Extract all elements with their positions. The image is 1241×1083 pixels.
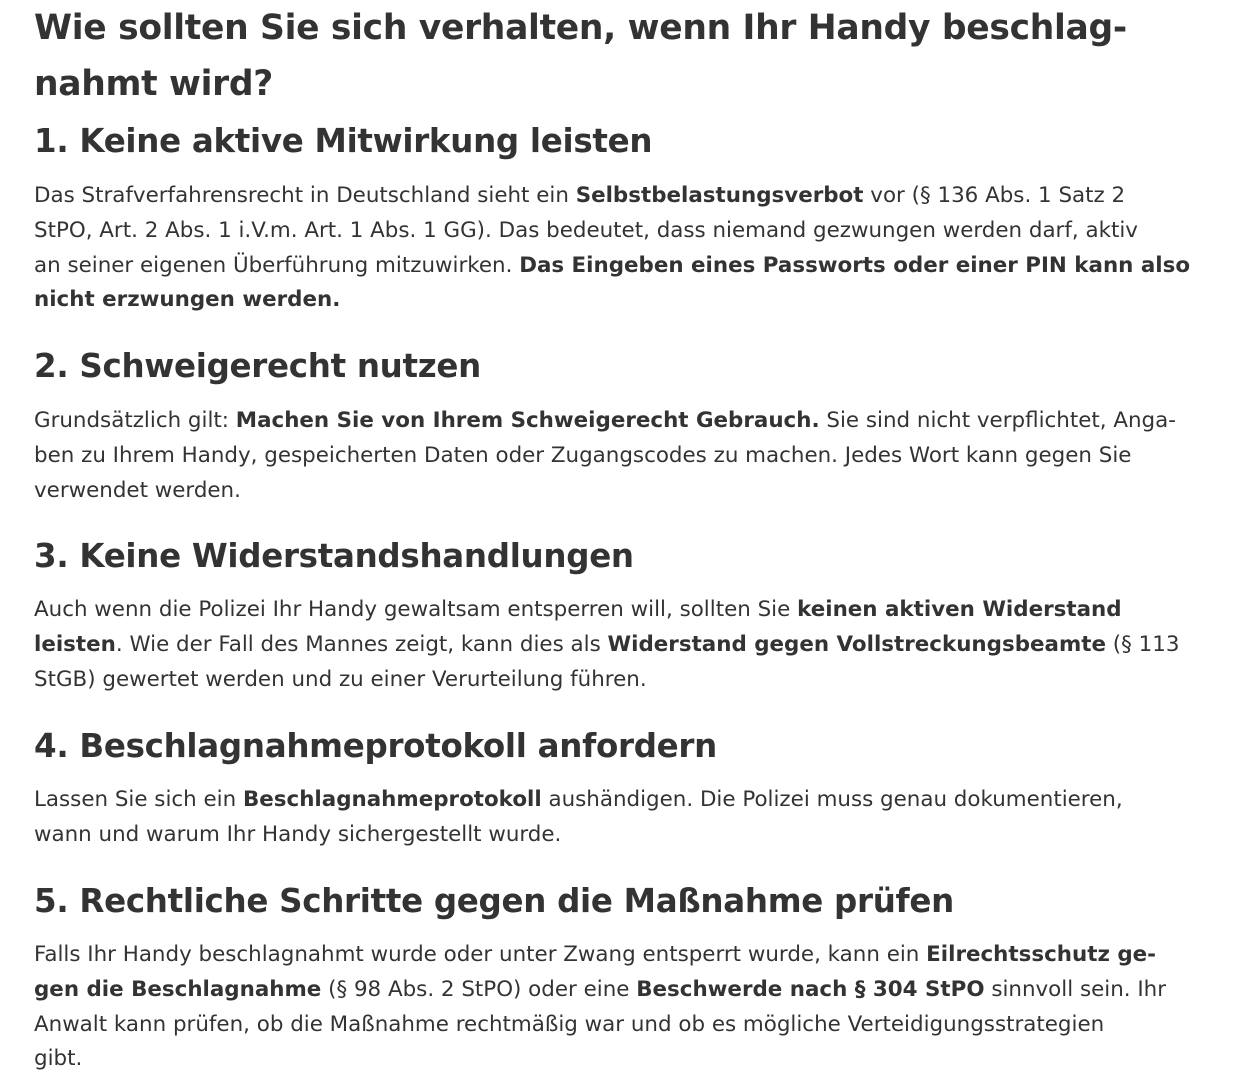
section-heading: 5. Rechtliche Schritte gegen die Maßnahme prüfen [34, 882, 954, 920]
section-heading: 3. Keine Widerstandshandlungen [34, 537, 634, 575]
section-heading: 2. Schweigerecht nutzen [34, 347, 481, 385]
text: StGB) gewertet werden und zu einer Verurteilung führen. [34, 666, 647, 692]
text: Das Strafverfahrensrecht in Deutschland sieht ein [34, 183, 576, 208]
bold-text: Das Eingeben eines Passworts oder einer PIN kann also [519, 252, 1191, 278]
text: sinnvoll sein. Ihr [984, 976, 1167, 1002]
text: an seiner eigenen Überführung mitzuwirken. [34, 252, 520, 278]
bold-text: Beschwerde nach § 304 StPO [636, 976, 985, 1002]
bold-text: nicht erzwungen werden. [34, 287, 341, 313]
bold-text: Widerstand gegen Vollstreckungsbeamte [607, 631, 1106, 657]
page-title [34, 0, 1234, 112]
text: Grundsätzlich gilt: [34, 408, 236, 433]
section-paragraph [34, 593, 1239, 697]
section-paragraph [34, 938, 1239, 1077]
text: Lassen Sie sich ein [34, 787, 243, 812]
text: aushändigen. Die Polizei muss genau dokumentieren, [541, 787, 1123, 812]
bold-text: Selbstbelastungsverbot [575, 183, 864, 208]
text: Anwalt kann prüfen, ob die Maßnahme rechtmäßig war und ob es mögliche Verteidigungsstrategien [34, 1011, 1105, 1037]
bold-text: Beschlagnahmeprotokoll [242, 787, 542, 812]
bold-text: leisten [34, 631, 116, 657]
bold-text: Machen Sie von Ihrem Schweigerecht Gebrauch. [235, 408, 820, 433]
text: StPO, Art. 2 Abs. 1 i.V.m. Art. 1 Abs. 1 GG). Das bedeutet, dass niemand gezwungen werden darf, aktiv [34, 217, 1138, 243]
page-title-line: nahmt wird? [34, 64, 273, 104]
text: (§ 113 [1105, 631, 1180, 657]
bold-text: keinen aktiven Widerstand [797, 597, 1122, 622]
bold-text: Eilrechtsschutz ge- [926, 942, 1157, 967]
page-title-line: Wie sollten Sie sich verhalten, wenn Ihr Handy beschlag- [34, 8, 1127, 48]
text: Falls Ihr Handy beschlagnahmt wurde oder unter Zwang entsperrt wurde, kann ein [34, 942, 927, 967]
text: Sie sind nicht verpflichtet, Anga- [819, 408, 1176, 433]
text: . Wie der Fall des Mannes zeigt, kann dies als [115, 631, 608, 657]
text: Auch wenn die Polizei Ihr Handy gewaltsam entsperren will, sollten Sie [34, 597, 798, 622]
section-paragraph [34, 783, 1239, 853]
text: ben zu Ihrem Handy, gespeicherten Daten oder Zugangscodes zu machen. Jedes Wort kann gegen Sie [34, 442, 1132, 468]
text: verwendet werden. [34, 477, 241, 503]
section-heading: 1. Keine aktive Mitwirkung leisten [34, 122, 653, 160]
text: gibt. [34, 1046, 83, 1072]
bold-text: gen die Beschlagnahme [34, 976, 322, 1002]
section-heading: 4. Beschlagnahmeprotokoll anfordern [34, 727, 717, 765]
text: vor (§ 136 Abs. 1 Satz 2 [863, 183, 1126, 208]
section-paragraph [34, 404, 1239, 508]
section-paragraph [34, 179, 1239, 318]
text: wann und warum Ihr Handy sichergestellt wurde. [34, 821, 562, 847]
text: (§ 98 Abs. 2 StPO) oder eine [321, 976, 637, 1002]
